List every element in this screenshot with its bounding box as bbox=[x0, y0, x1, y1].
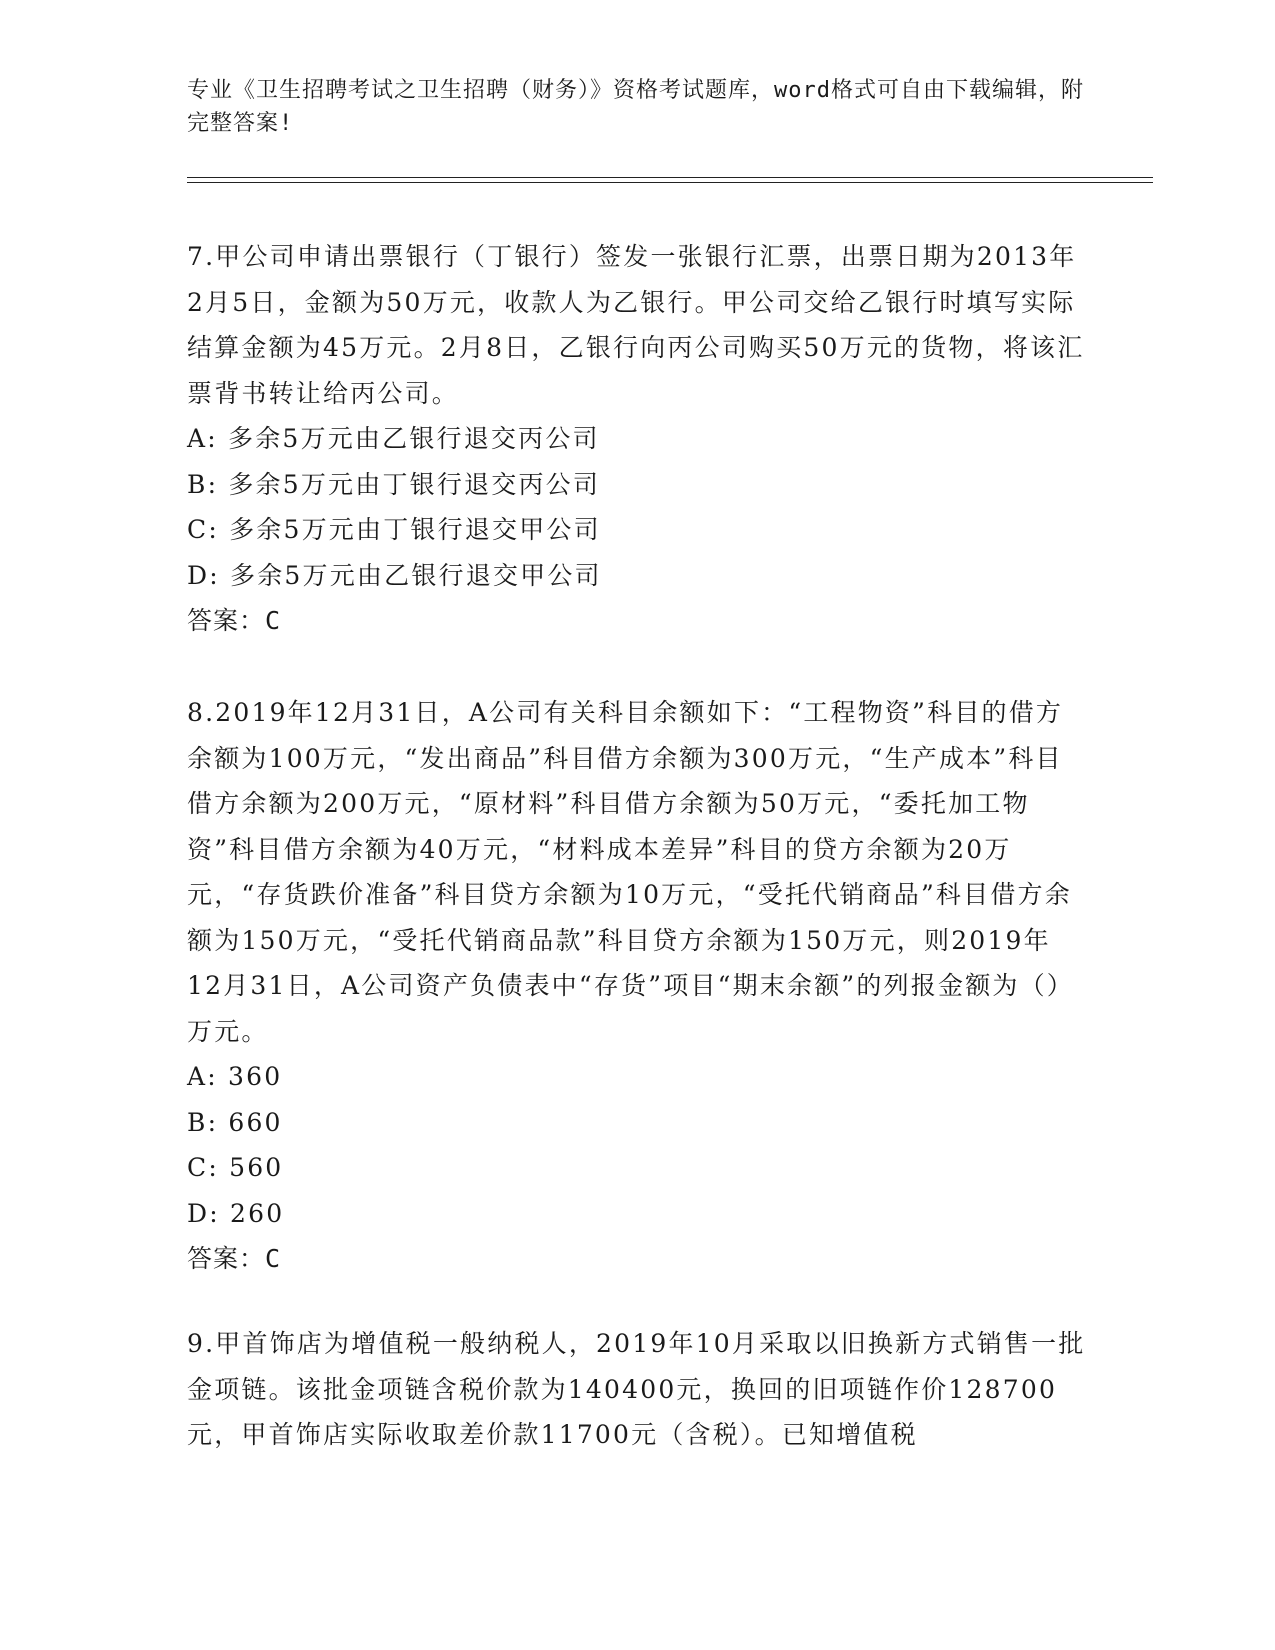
option-b: B: 660 bbox=[187, 1107, 283, 1137]
question-9 bbox=[187, 1321, 1087, 1458]
option-a: A: 360 bbox=[187, 1062, 283, 1091]
question-stem: 9.甲首饰店为增值税一般纳税人，2019年10月采取以旧换新方式销售一批金项链。该批金项链含税价款为140400元，换回的旧项链作价128700元，甲首饰店实际收取差价款11700元（含税）。已知增值税 bbox=[187, 1329, 1086, 1449]
header-divider-bottom bbox=[187, 182, 1153, 183]
option-d: D: 多余5万元由乙银行退交甲公司 bbox=[187, 560, 602, 590]
option-c: C: 560 bbox=[187, 1153, 284, 1182]
question-7 bbox=[187, 234, 1087, 644]
document-header: 专业《卫生招聘考试之卫生招聘（财务）》资格考试题库，word格式可自由下载编辑，附完整答案! bbox=[187, 78, 1084, 136]
question-stem: 7.甲公司申请出票银行（丁银行）签发一张银行汇票，出票日期为2013年2月5日，金额为50万元，收款人为乙银行。甲公司交给乙银行时填写实际结算金额为45万元。2月8日，乙银行向丙公司购买50万元的货物，将该汇票背书转让给丙公司。 bbox=[187, 242, 1085, 408]
question-8 bbox=[187, 690, 1087, 1282]
answer: 答案：C bbox=[187, 1244, 282, 1273]
header-divider-top bbox=[187, 177, 1153, 178]
question-stem: 8.2019年12月31日，A公司有关科目余额如下：“工程物资”科目的借方余额为100万元，“发出商品”科目借方余额为300万元，“生产成本”科目借方余额为200万元，“原材料”科目借方余额为50万元，“委托加工物资”科目借方余额为40万元，“材料成本差异”科目的贷方余额为20万元，“存货跌价准备”科目贷方余额为10万元，“受托代销商品”科目借方余额为150万元，“受托代销商品款”科目贷方余额为150万元，则2019年12月31日，A公司资产负债表中“存货”项目“期末余额”的列报金额为（）万元。 bbox=[187, 698, 1075, 1046]
option-a: A: 多余5万元由乙银行退交丙公司 bbox=[187, 424, 600, 453]
option-b: B: 多余5万元由丁银行退交丙公司 bbox=[187, 469, 601, 499]
answer: 答案：C bbox=[187, 606, 282, 635]
option-d: D: 260 bbox=[187, 1198, 285, 1228]
option-c: C: 多余5万元由丁银行退交甲公司 bbox=[187, 515, 601, 544]
